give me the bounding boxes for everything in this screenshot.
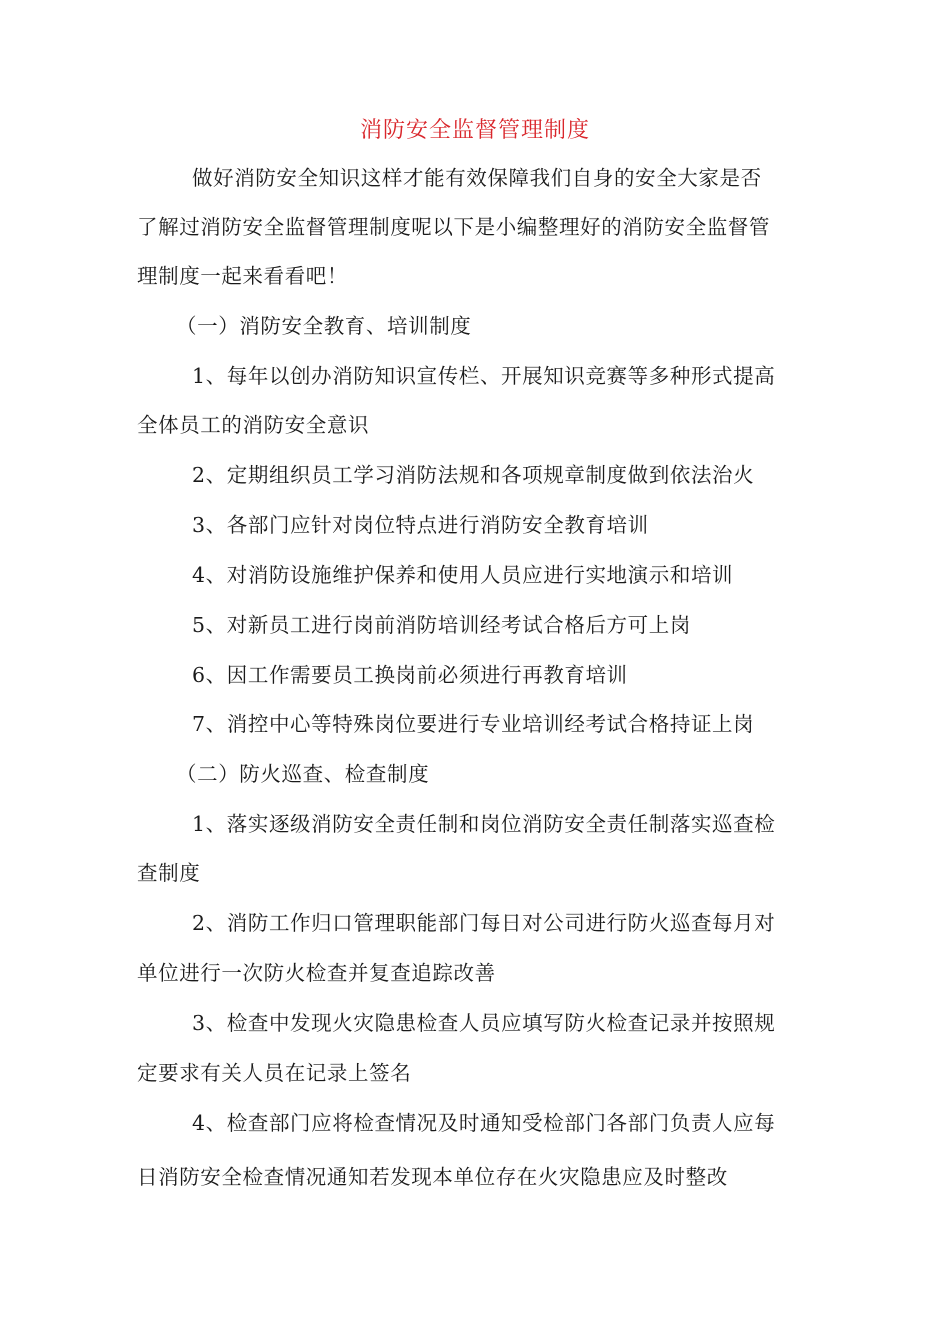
paragraph-line: 理制度一起来看看吧！ — [137, 264, 348, 288]
document-title: 消防安全监督管理制度 — [359, 118, 590, 143]
section-heading: （二）防火巡查、检查制度 — [176, 762, 430, 786]
paragraph-line: 4、对消防设施维护保养和使用人员应进行实地演示和培训 — [192, 563, 734, 587]
paragraph-line: 7、消控中心等特殊岗位要进行专业培训经考试合格持证上岗 — [192, 712, 755, 736]
paragraph-line: 2、定期组织员工学习消防法规和各项规章制度做到依法治火 — [192, 463, 755, 487]
paragraph-line: 4、检查部门应将检查情况及时通知受检部门各部门负责人应每 — [192, 1111, 776, 1135]
paragraph-line: 单位进行一次防火检查并复查追踪改善 — [137, 961, 496, 985]
section-heading: （一）消防安全教育、培训制度 — [176, 314, 472, 338]
paragraph-line: 5、对新员工进行岗前消防培训经考试合格后方可上岗 — [192, 613, 691, 637]
paragraph-line: 1、每年以创办消防知识宣传栏、开展知识竞赛等多种形式提高 — [192, 364, 776, 388]
paragraph-line: 6、因工作需要员工换岗前必须进行再教育培训 — [192, 663, 628, 687]
paragraph-line: 定要求有关人员在记录上签名 — [137, 1061, 412, 1085]
paragraph-line: 了解过消防安全监督管理制度呢以下是小编整理好的消防安全监督管 — [137, 215, 770, 239]
paragraph-line: 3、检查中发现火灾隐患检查人员应填写防火检查记录并按照规 — [192, 1011, 776, 1035]
paragraph-line: 1、落实逐级消防安全责任制和岗位消防安全责任制落实巡查检 — [192, 812, 776, 836]
paragraph-line: 3、各部门应针对岗位特点进行消防安全教育培训 — [192, 513, 649, 537]
paragraph-line: 2、消防工作归口管理职能部门每日对公司进行防火巡查每月对 — [192, 911, 776, 935]
paragraph-line: 做好消防安全知识这样才能有效保障我们自身的安全大家是否 — [192, 166, 762, 190]
paragraph-line: 查制度 — [137, 861, 201, 885]
paragraph-line: 全体员工的消防安全意识 — [137, 413, 370, 437]
paragraph-line: 日消防安全检查情况通知若发现本单位存在火灾隐患应及时整改 — [137, 1165, 728, 1189]
